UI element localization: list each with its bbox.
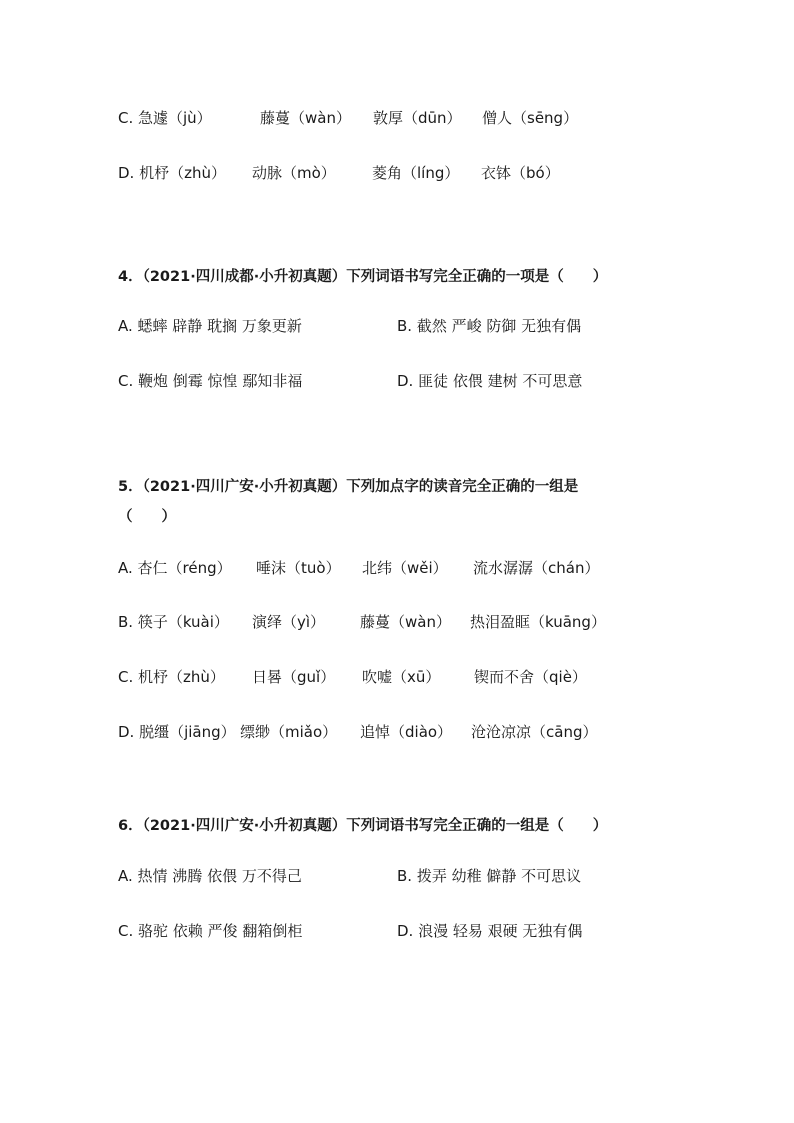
q6-stem: 6．（2021·四川广安·小升初真题）下列词语书写完全正确的一组是（ ）	[118, 818, 608, 834]
q5-b-word-3: 藤蔓（wàn）	[360, 613, 451, 631]
q6-option-c: C. 骆驼 依赖 严俊 翻箱倒柜	[118, 922, 303, 940]
q3-d-word-3: 菱角（líng）	[372, 164, 460, 182]
q5-c-word-2: 日晷（guǐ）	[252, 668, 336, 686]
q5-d-word-1: D. 脱缰（jiāng）	[118, 723, 236, 741]
q3-d-word-4: 衣钵（bó）	[481, 164, 560, 182]
q5-b-word-4: 热泪盈眶（kuāng）	[470, 613, 606, 631]
q5-b-word-1: B. 筷子（kuài）	[118, 613, 229, 631]
q5-option-b	[118, 612, 606, 632]
q3-c-word-1: C. 急遽（jù）	[118, 109, 212, 127]
q6-option-d: D. 浪漫 轻易 艰硬 无独有偶	[397, 922, 583, 940]
q5-c-word-1: C. 机杼（zhù）	[118, 668, 225, 686]
q5-option-d	[118, 722, 597, 742]
q6-option-b: B. 拨弄 幼稚 僻静 不可思议	[397, 867, 582, 885]
q5-stem-paren: （ ）	[118, 509, 176, 525]
q4-option-b: B. 截然 严峻 防御 无独有偶	[397, 317, 582, 335]
q5-c-word-3: 吹嘘（xū）	[362, 668, 441, 686]
q5-d-word-3: 追悼（diào）	[360, 723, 453, 741]
q5-a-word-2: 唾沫（tuò）	[256, 559, 341, 577]
q3-d-word-1: D. 机杼（zhù）	[118, 164, 226, 182]
q4-option-a: A. 蟋蟀 辟静 耽搁 万象更新	[118, 317, 302, 335]
q5-d-word-2: 缥缈（miǎo）	[240, 723, 338, 741]
q4-option-d: D. 匪徒 依偎 建树 不可思意	[397, 372, 583, 390]
q5-c-word-4: 锲而不舍（qiè）	[474, 668, 587, 686]
q3-c-word-2: 藤蔓（wàn）	[260, 109, 351, 127]
q5-a-word-3: 北纬（wěi）	[362, 559, 448, 577]
q5-a-word-4: 流水潺潺（chán）	[473, 559, 600, 577]
q3-c-word-4: 僧人（sēng）	[482, 109, 579, 127]
q3-d-word-2: 动脉（mò）	[252, 164, 336, 182]
q5-stem: 5．（2021·四川广安·小升初真题）下列加点字的读音完全正确的一组是	[118, 479, 579, 495]
q4-option-c: C. 鞭炮 倒霉 惊惶 鄢知非福	[118, 372, 303, 390]
q6-option-a: A. 热情 沸腾 依偎 万不得己	[118, 867, 302, 885]
q5-a-word-1: A. 杏仁（réng）	[118, 559, 232, 577]
q3-c-word-3: 敦厚（dūn）	[373, 109, 462, 127]
q5-b-word-2: 演绎（yì）	[252, 613, 326, 631]
q5-option-a	[118, 558, 599, 578]
q5-option-c	[118, 667, 587, 687]
q4-stem: 4．（2021·四川成都·小升初真题）下列词语书写完全正确的一项是（ ）	[118, 269, 608, 285]
q3-option-c	[118, 108, 578, 128]
q3-option-d	[118, 163, 560, 183]
q5-d-word-4: 沧沧凉凉（cāng）	[471, 723, 598, 741]
